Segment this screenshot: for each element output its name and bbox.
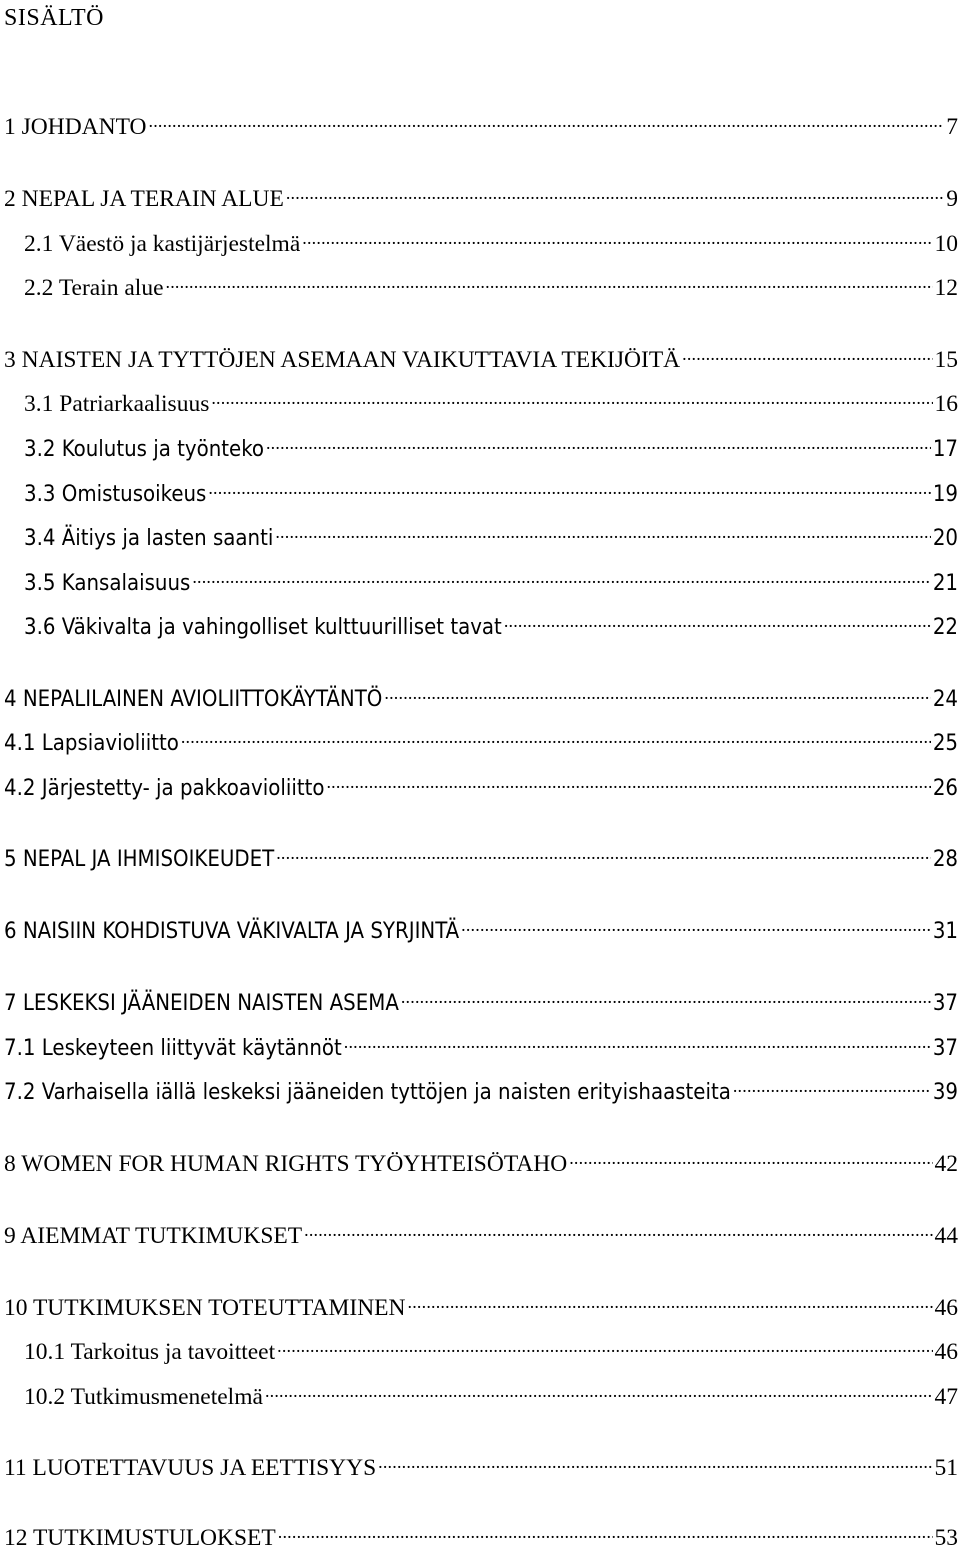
toc-leader-dots bbox=[181, 718, 931, 750]
toc-entry-label: 2 NEPAL JA TERAIN ALUE bbox=[4, 186, 284, 212]
toc-entry[interactable] bbox=[4, 674, 958, 712]
toc-leader-dots bbox=[211, 379, 932, 411]
toc-entry[interactable] bbox=[4, 174, 958, 212]
toc-entry-page: 28 bbox=[932, 847, 958, 872]
toc-leader-dots bbox=[265, 1372, 933, 1404]
toc-entry-page: 9 bbox=[946, 186, 958, 212]
toc-leader-dots bbox=[278, 1513, 933, 1545]
toc-leader-dots bbox=[266, 424, 931, 456]
toc-entry-page: 26 bbox=[932, 776, 958, 801]
toc-entry-page: 16 bbox=[934, 391, 958, 417]
toc-entry-label: 10.2 Tutkimusmenetelmä bbox=[24, 1384, 263, 1410]
toc-entry[interactable] bbox=[24, 1327, 958, 1365]
toc-entry-label: 2.2 Terain alue bbox=[24, 275, 164, 301]
toc-entry[interactable] bbox=[24, 602, 958, 640]
toc-entry-page: 17 bbox=[932, 437, 958, 462]
toc-entry[interactable] bbox=[4, 102, 958, 140]
toc-entry[interactable] bbox=[4, 1067, 958, 1105]
toc-entry-page: 46 bbox=[934, 1295, 958, 1321]
toc-entry-page: 44 bbox=[934, 1223, 958, 1249]
toc-entry[interactable] bbox=[4, 1139, 958, 1177]
toc-entry-label: 6 NAISIIN KOHDISTUVA VÄKIVALTA JA SYRJINTÄ bbox=[4, 919, 460, 944]
toc-entry-label: 3.2 Koulutus ja työnteko bbox=[24, 437, 264, 462]
toc-entry-page: 46 bbox=[934, 1339, 958, 1365]
toc-entry-page: 12 bbox=[934, 275, 958, 301]
toc-entry-label: 3.6 Väkivalta ja vahingolliset kulttuurilliset tavat bbox=[24, 615, 502, 640]
toc-entry-label: 3 NAISTEN JA TYTTÖJEN ASEMAAN VAIKUTTAVIA TEKIJÖITÄ bbox=[4, 347, 681, 373]
toc-leader-dots bbox=[733, 1067, 931, 1099]
toc-entry[interactable] bbox=[24, 513, 958, 551]
toc-entry-page: 22 bbox=[932, 615, 958, 640]
toc-entry-page: 25 bbox=[932, 731, 958, 756]
toc-entry[interactable] bbox=[4, 906, 958, 944]
toc-leader-dots bbox=[569, 1139, 932, 1171]
toc-entry-page: 7 bbox=[946, 114, 958, 140]
toc-leader-dots bbox=[208, 469, 930, 501]
toc-entry-page: 37 bbox=[932, 991, 958, 1016]
toc-leader-dots bbox=[302, 219, 932, 251]
toc-entry-label: 8 WOMEN FOR HUMAN RIGHTS TYÖYHTEISÖTAHO bbox=[4, 1151, 568, 1177]
toc-entry-page: 51 bbox=[934, 1455, 958, 1481]
toc-leader-dots bbox=[192, 558, 931, 590]
toc-entry-label: 10.1 Tarkoitus ja tavoitteet bbox=[24, 1339, 276, 1365]
toc-entry-label: 11 LUOTETTAVUUS JA EETTISYYS bbox=[4, 1455, 377, 1481]
toc-entry[interactable] bbox=[4, 335, 958, 373]
toc-leader-dots bbox=[344, 1023, 931, 1055]
toc-leader-dots bbox=[326, 763, 930, 795]
toc-leader-dots bbox=[682, 335, 932, 367]
page-title: SISÄLTÖ bbox=[4, 5, 104, 31]
toc-entry-label: 7.2 Varhaisella iällä leskeksi jääneiden tyttöjen ja naisten erityishaasteita bbox=[4, 1080, 731, 1105]
toc-leader-dots bbox=[378, 1443, 932, 1475]
toc-entry-page: 42 bbox=[934, 1151, 958, 1177]
toc-leader-dots bbox=[384, 674, 930, 706]
toc-entry[interactable] bbox=[24, 263, 958, 301]
toc-leader-dots bbox=[286, 174, 944, 206]
toc-leader-dots bbox=[275, 513, 930, 545]
toc-entry[interactable] bbox=[24, 558, 958, 596]
toc-entry-page: 24 bbox=[932, 687, 958, 712]
toc-entry-label: 2.1 Väestö ja kastijärjestelmä bbox=[24, 231, 301, 257]
toc-entry[interactable] bbox=[4, 1513, 958, 1551]
toc-entry-label: 10 TUTKIMUKSEN TOTEUTTAMINEN bbox=[4, 1295, 406, 1321]
toc-entry-page: 39 bbox=[932, 1080, 958, 1105]
toc-entry[interactable] bbox=[24, 1372, 958, 1410]
toc-entry-label: 12 TUTKIMUSTULOKSET bbox=[4, 1525, 276, 1551]
toc-leader-dots bbox=[166, 263, 933, 295]
toc-entry-label: 4.2 Järjestetty- ja pakkoavioliitto bbox=[4, 776, 325, 801]
toc-entry[interactable] bbox=[4, 718, 958, 756]
toc-entry-page: 15 bbox=[934, 347, 958, 373]
toc-entry[interactable] bbox=[24, 379, 958, 417]
toc-entry-label: 7.1 Leskeyteen liittyvät käytännöt bbox=[4, 1036, 342, 1061]
toc-entry[interactable] bbox=[24, 219, 958, 257]
toc-entry-label: 5 NEPAL JA IHMISOIKEUDET bbox=[4, 847, 275, 872]
toc-entry[interactable] bbox=[4, 1443, 958, 1481]
toc-entry-label: 1 JOHDANTO bbox=[4, 114, 147, 140]
toc-entry-label: 9 AIEMMAT TUTKIMUKSET bbox=[4, 1223, 303, 1249]
toc-leader-dots bbox=[461, 906, 931, 938]
toc-entry-label: 3.5 Kansalaisuus bbox=[24, 571, 191, 596]
toc-entry-page: 10 bbox=[934, 231, 958, 257]
toc-entry-label: 3.3 Omistusoikeus bbox=[24, 482, 207, 507]
toc-entry-page: 21 bbox=[932, 571, 958, 596]
toc-entry-label: 3.1 Patriarkaalisuus bbox=[24, 391, 210, 417]
toc-entry-label: 4 NEPALILAINEN AVIOLIITTOKÄYTÄNTÖ bbox=[4, 687, 383, 712]
toc-leader-dots bbox=[277, 1327, 932, 1359]
toc-entry-page: 37 bbox=[932, 1036, 958, 1061]
toc-leader-dots bbox=[401, 978, 931, 1010]
toc-entry-page: 47 bbox=[934, 1384, 958, 1410]
toc-leader-dots bbox=[149, 102, 945, 134]
toc-entry[interactable] bbox=[4, 834, 958, 872]
toc-entry-page: 19 bbox=[932, 482, 958, 507]
toc-entry[interactable] bbox=[4, 1283, 958, 1321]
toc-leader-dots bbox=[304, 1211, 932, 1243]
toc-entry-label: 4.1 Lapsiavioliitto bbox=[4, 731, 179, 756]
toc-leader-dots bbox=[408, 1283, 933, 1315]
toc-entry-label: 3.4 Äitiys ja lasten saanti bbox=[24, 526, 274, 551]
toc-entry[interactable] bbox=[24, 469, 958, 507]
toc-entry[interactable] bbox=[24, 424, 958, 462]
toc-entry-page: 31 bbox=[932, 919, 958, 944]
toc-leader-dots bbox=[276, 834, 931, 866]
toc-leader-dots bbox=[504, 602, 931, 634]
toc-entry[interactable] bbox=[4, 1023, 958, 1061]
toc-entry[interactable] bbox=[4, 763, 958, 801]
toc-entry-page: 20 bbox=[932, 526, 958, 551]
toc-entry[interactable] bbox=[4, 1211, 958, 1249]
toc-entry[interactable] bbox=[4, 978, 958, 1016]
toc-entry-label: 7 LESKEKSI JÄÄNEIDEN NAISTEN ASEMA bbox=[4, 991, 399, 1016]
toc-entry-page: 53 bbox=[934, 1525, 958, 1551]
